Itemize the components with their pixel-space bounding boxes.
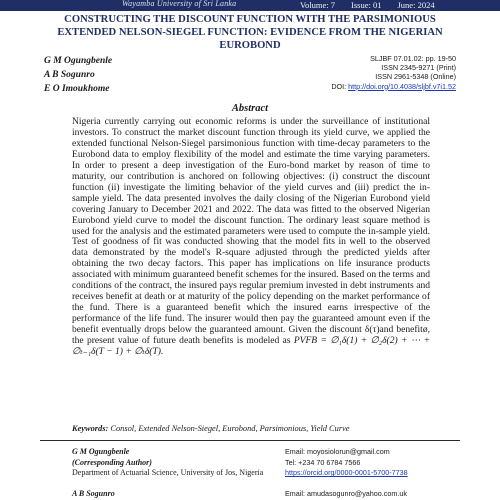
issue-info — [300, 0, 435, 11]
date-label: June: 2024 — [397, 0, 435, 10]
keywords-label: Keywords: — [72, 424, 109, 433]
author-2-email: Email: amudasogunro@yahoo.com.uk — [285, 488, 407, 498]
university-name: Wayamba University of Sri Lanka — [122, 0, 237, 8]
footnote-author-1: G M Ogungbenle — [72, 447, 130, 456]
author-1: G M Ogungbenle — [44, 56, 113, 66]
author-contacts — [285, 447, 408, 499]
footnote-author-1-role: (Corresponding Author) — [72, 457, 152, 467]
keywords-text: Consol, Extended Nelson-Siegel, Eurobond, Parsimonious, Yield Curve — [108, 424, 350, 433]
footnote-author-1-dept: Department of Actuarial Science, University of Jos, Nigeria — [72, 468, 264, 478]
abstract-text: Nigeria currently carrying out economic reforms is under the surveillance of institutional investors. To construct the market discount function through its yield curve, we applied the extended functional Nelson-Siegel parsimonious function with time-decay parameters to the Eurobond data to employ flexibility of the model and estimate the time varying parameters. In order to present a deep investigation of the Euro-bond market by reason of time to maturity, our contribution is anchored on following objectives: (i) construct the discount function (ii) investigate the limiting behavior of the yield curves and (iii) predict the in-sample yield. The data presented involves the daily closing of the Nigerian Eurobond yield covering January to December 2021 and 2022. The data was fitted to the observed Nigerian Eurobond yield curve to model the discount function. The ordinary least square method is used for the analysis and the estimated parameters were used to compute the in-sample yield. Test of goodness of fit was conducted showing that the model fits in well to the observed data demonstrated by the model's R-square adjusted through the predicted yields after obtaining the two decay factors. This paper has implications on life insurance products associated with minimum guaranteed benefit schemes for the insured. Based on the terms and conditions of the contract, the insured pays regular premium invested in debt instruments and receives benefit at death or at maturity of the policy depending on the market performance of the fund. There is a guaranteed benefit which the insured earns irrespective of the performance of the life fund. The insurer would then pay the guaranteed amount even if the benefit eventually drops below the guaranteed amount. Given the discount δ(τ)and benefitø, the present value of future death benefits is modeled as — [72, 116, 430, 347]
abstract-heading: Abstract — [231, 103, 269, 114]
author-1-email: Email: moyosiolorun@gmail.com — [285, 447, 390, 456]
volume-label: Volume: 7 — [300, 0, 336, 10]
doi-link[interactable]: http://doi.org/10.4038/sljbf.v7i1.52 — [348, 81, 456, 91]
author-list — [44, 54, 112, 96]
meta-pages: SLJBF 07.01.02: pp. 19-50 — [370, 54, 456, 63]
author-1-orcid-link[interactable]: https://orcid.org/0000-0001-5700-7738 — [285, 468, 408, 478]
footer-divider — [40, 440, 460, 441]
keywords-line — [72, 424, 432, 433]
author-footnotes — [72, 447, 263, 499]
meta-issn-online: ISSN 2961-5348 (Online) — [375, 72, 456, 82]
meta-doi — [331, 82, 456, 91]
footnote-author-2: A B Sogunro — [72, 488, 115, 498]
author-2: A B Sogunro — [44, 70, 95, 80]
journal-header-band — [0, 0, 500, 11]
paper-title: CONSTRUCTING THE DISCOUNT FUNCTION WITH THE PARSIMONIOUS EXTENDED NELSON-SIEGEL FUNCTION: EVIDENCE FROM THE NIGERIAN EUROBOND — [57, 14, 443, 51]
issue-label: Issue: 01 — [351, 0, 382, 10]
meta-issn-print: ISSN 2345-9271 (Print) — [381, 63, 456, 73]
doi-label: DOI: — [331, 81, 349, 91]
author-3: E O Imoukhome — [44, 84, 110, 94]
pvfb-formula: PVFB = ∅₁δ(1) + ∅₂δ(2) + ⋯ + ∅ₜ₋₁δ(T − 1) + ∅ₜδ(T). — [72, 335, 431, 358]
author-1-tel: Tel: +234 70 6784 7566 — [285, 457, 361, 467]
publication-meta — [331, 54, 456, 91]
abstract-body — [72, 117, 430, 358]
